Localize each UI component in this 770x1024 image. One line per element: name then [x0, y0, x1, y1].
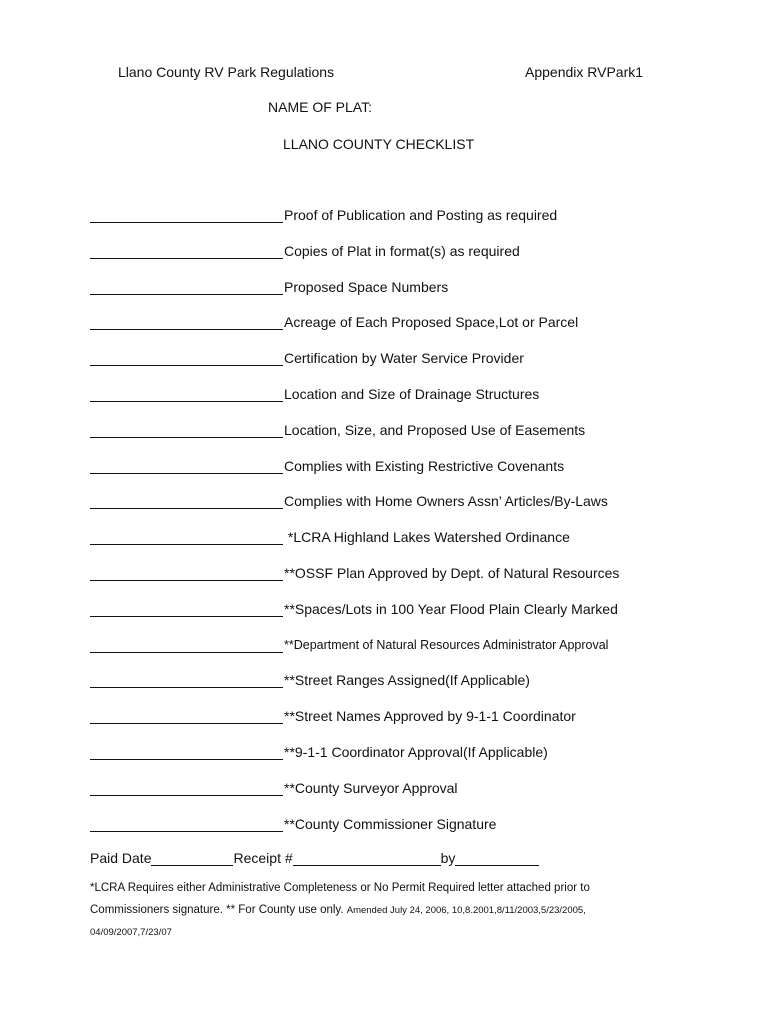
- checklist-item-label: Proposed Space Numbers: [284, 278, 449, 295]
- checklist-item: [90, 671, 750, 707]
- checklist-item-label: Proof of Publication and Posting as required: [284, 207, 558, 223]
- signature-blank-line[interactable]: [90, 707, 283, 724]
- signature-blank-line[interactable]: [90, 278, 283, 295]
- checklist-item: [90, 492, 750, 528]
- checklist-item-label: *LCRA Highland Lakes Watershed Ordinance: [284, 529, 570, 546]
- signature-blank-line[interactable]: [90, 349, 283, 366]
- checklist-item-label: **9-1-1 Coordinator Approval(If Applicable): [284, 743, 548, 760]
- checklist-item-label: Location, Size, and Proposed Use of Easements: [284, 421, 586, 438]
- receipt-label: Receipt #: [233, 850, 293, 866]
- checklist-item-label: **Spaces/Lots in 100 Year Flood Plain Clearly Marked: [284, 600, 618, 617]
- footnote-county-use: Commissioners signature. ** For County use only.: [90, 904, 347, 916]
- signature-blank-line[interactable]: [90, 206, 283, 223]
- appendix-label: Appendix RVPark1: [525, 64, 644, 80]
- footnote-line-3: 04/09/2007,7/23/07: [90, 927, 172, 938]
- checklist-item: [90, 600, 750, 636]
- checklist-item-label: **Street Ranges Assigned(If Applicable): [284, 672, 530, 689]
- checklist-item: [90, 564, 750, 600]
- paid-date-field[interactable]: [151, 851, 233, 866]
- checklist-item: [90, 779, 750, 815]
- checklist-item: [90, 313, 750, 349]
- checklist-item: [90, 385, 750, 421]
- receipt-number-field[interactable]: [293, 851, 441, 866]
- signature-blank-line[interactable]: [90, 313, 283, 330]
- footnote: [90, 877, 690, 944]
- received-by-field[interactable]: [455, 851, 539, 866]
- signature-blank-line[interactable]: [90, 564, 283, 581]
- checklist-item: [90, 815, 750, 851]
- signature-blank-line[interactable]: [90, 421, 283, 438]
- footnote-line-1: *LCRA Requires either Administrative Completeness or No Permit Required letter attached prior to: [90, 882, 590, 894]
- signature-blank-line[interactable]: [90, 385, 283, 402]
- amended-dates: Amended July 24, 2006, 10,8.2001,8/11/2003,5/23/2005,: [346, 905, 586, 916]
- signature-blank-line[interactable]: [90, 528, 283, 545]
- checklist-item: [90, 743, 750, 779]
- signature-blank-line[interactable]: [90, 815, 283, 832]
- checklist-item: [90, 242, 750, 278]
- document-header-title: Llano County RV Park Regulations: [118, 64, 335, 80]
- signature-blank-line[interactable]: [90, 242, 283, 259]
- signature-blank-line[interactable]: [90, 492, 283, 509]
- checklist-item-label: **Department of Natural Resources Administrator Approval: [284, 637, 609, 652]
- signature-blank-line[interactable]: [90, 671, 283, 688]
- checklist-item-label: **County Surveyor Approval: [284, 779, 458, 796]
- signature-blank-line[interactable]: [90, 600, 283, 617]
- checklist-item-label: Acreage of Each Proposed Space,Lot or Parcel: [284, 314, 579, 331]
- checklist: [90, 206, 750, 850]
- signature-blank-line[interactable]: [90, 743, 283, 760]
- footnote-line-2: [90, 899, 690, 922]
- checklist-item-label: Location and Size of Drainage Structures: [284, 385, 540, 402]
- checklist-title: LLANO COUNTY CHECKLIST: [283, 136, 475, 152]
- checklist-item-label: Copies of Plat in format(s) as required: [284, 242, 520, 259]
- checklist-item: [90, 349, 750, 385]
- checklist-item-label: Complies with Home Owners Assn’ Articles/By-Laws: [284, 493, 608, 510]
- signature-blank-line[interactable]: [90, 636, 283, 653]
- checklist-item-label: Certification by Water Service Provider: [284, 350, 524, 367]
- checklist-item: [90, 528, 750, 564]
- checklist-item-label: **Street Names Approved by 9-1-1 Coordinator: [284, 708, 576, 725]
- paid-date-label: Paid Date: [90, 850, 152, 866]
- checklist-item: [90, 278, 750, 314]
- checklist-item-label: **OSSF Plan Approved by Dept. of Natural Resources: [284, 564, 620, 581]
- signature-blank-line[interactable]: [90, 457, 283, 474]
- checklist-item: [90, 206, 750, 242]
- checklist-item: [90, 421, 750, 457]
- plat-name-label: NAME OF PLAT:: [268, 99, 372, 115]
- checklist-item: [90, 457, 750, 493]
- checklist-item-label: Complies with Existing Restrictive Covenants: [284, 457, 565, 474]
- checklist-item-label: **County Commissioner Signature: [284, 815, 497, 832]
- checklist-item: [90, 707, 750, 743]
- by-label: by: [440, 850, 456, 866]
- signature-blank-line[interactable]: [90, 779, 283, 796]
- checklist-item: [90, 636, 750, 672]
- payment-row: [90, 850, 539, 866]
